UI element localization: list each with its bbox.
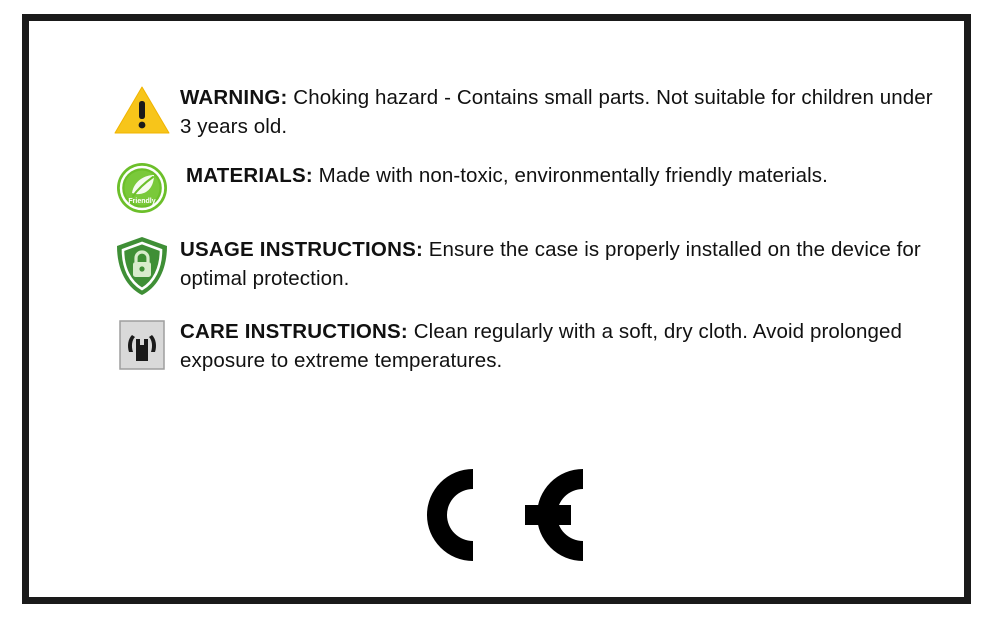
label-row-materials-body: Made with non-toxic, environmentally friendly materials.	[312, 164, 828, 188]
label-row-usage-heading: USAGE INSTRUCTIONS:	[180, 238, 423, 262]
handle-with-care-icon	[104, 317, 180, 371]
label-row-usage	[104, 235, 934, 297]
label-rows	[104, 83, 934, 395]
label-row-materials-text	[180, 161, 934, 190]
label-row-warning-body: Choking hazard - Contains small parts. Not suitable for children under 3 years old.	[180, 86, 933, 139]
product-safety-label	[22, 14, 971, 604]
label-row-warning	[104, 83, 934, 141]
shield-lock-icon	[104, 235, 180, 297]
warning-triangle-icon	[104, 83, 180, 135]
label-row-materials-heading: MATERIALS:	[186, 164, 313, 188]
label-row-usage-body: Ensure the case is properly installed on the device for optimal protection.	[180, 238, 921, 291]
label-row-warning-text	[180, 83, 934, 141]
eco-icon-caption: Friendly	[128, 198, 156, 206]
ce-conformity-mark	[407, 455, 587, 575]
ce-mark-container	[29, 455, 964, 575]
label-row-usage-text	[180, 235, 934, 293]
eco-friendly-leaf-icon	[104, 161, 180, 215]
label-row-care-text	[180, 317, 934, 375]
label-row-materials	[104, 161, 934, 215]
label-row-care	[104, 317, 934, 375]
label-row-care-body: Clean regularly with a soft, dry cloth. Avoid prolonged exposure to extreme temperatures.	[180, 320, 903, 373]
label-row-care-heading: CARE INSTRUCTIONS:	[180, 320, 408, 344]
label-row-warning-heading: WARNING:	[180, 86, 288, 109]
